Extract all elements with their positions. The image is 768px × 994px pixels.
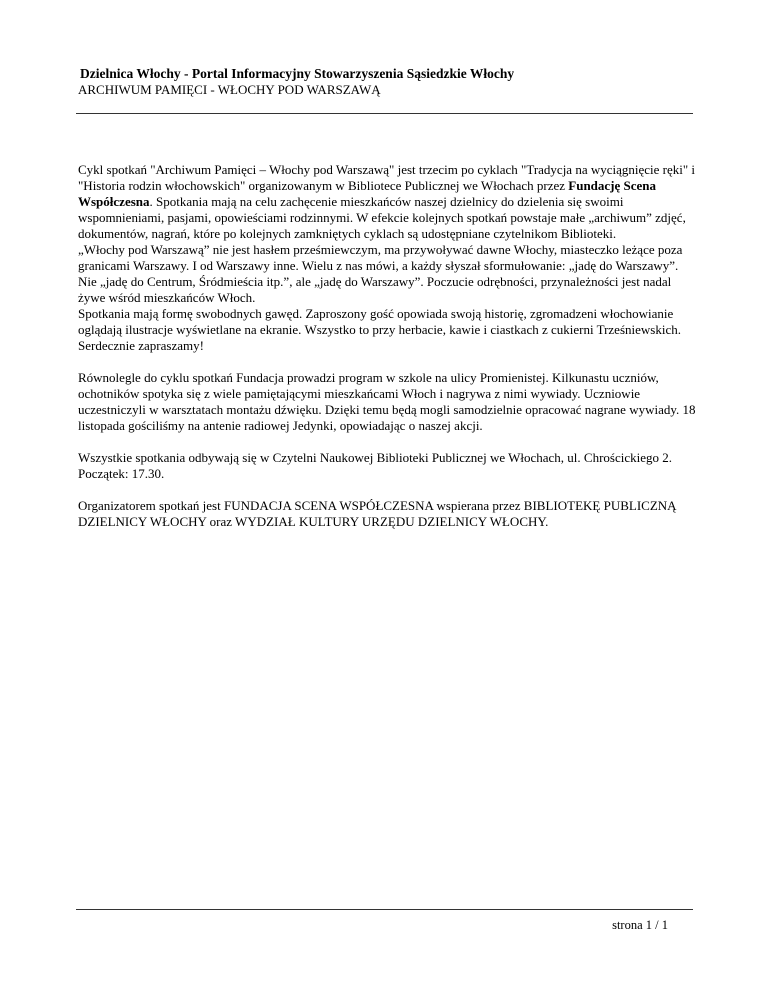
article-title: ARCHIWUM PAMIĘCI - WŁOCHY POD WARSZAWĄ: [78, 82, 381, 97]
paragraph-wlochy-pod-warszawa: „Włochy pod Warszawą” nie jest hasłem prześmiewczym, ma przywoływać dawne Włochy, miasteczko leżące poza granicami Warszawy. I od Warszawy inne. Wielu z nas mówi, a każdy słyszał sformułowanie: „jadę do Warszawy”. Nie „jadę do Centrum, Śródmieścia itp.”, ale „jadę do Warszawy”. Poczucie odrębności, przynależności jest nadal żywe wśród mieszkańców Włoch.: [78, 242, 683, 305]
paragraph-intro-text-a: Cykl spotkań "Archiwum Pamięci – Włochy pod Warszawą" jest trzecim po cyklach "Tradycja na wyciągnięcie ręki" i "Historia rodzin włochowskich" organizowanym w Bibliotece Publicznej we Włochach przez: [78, 162, 696, 193]
foundation-name-bold: Fundację Scena Współczesna: [78, 178, 657, 209]
paragraph-intro-text-b: . Spotkania mają na celu zachęcenie mieszkańców naszej dzielnicy do dzielenia się swoimi wspomnieniami, pasjami, opowieściami rodzinnymi. W efekcie kolejnych spotkań powstaje małe „archiwum” zdjęć, dokumentów, nagrań, które po kolejnych zamkniętych cyklach są udostępniane czytelnikom Biblioteki.: [78, 194, 686, 241]
site-title: Dzielnica Włochy - Portal Informacyjny Stowarzyszenia Sąsiedzkie Włochy: [80, 66, 515, 81]
paragraph-organizer: Organizatorem spotkań jest FUNDACJA SCENA WSPÓŁCZESNA wspierana przez BIBLIOTEKĘ PUBLICZNĄ DZIELNICY WŁOCHY oraz WYDZIAŁ KULTURY URZĘDU DZIELNICY WŁOCHY.: [78, 498, 677, 529]
paragraph-intro: [78, 162, 698, 242]
paragraph-location: Wszystkie spotkania odbywają się w Czytelni Naukowej Biblioteki Publicznej we Włochach, ul. Chrościckiego 2. Początek: 17.30.: [78, 450, 673, 481]
footer-divider: [76, 909, 693, 910]
paragraph-meeting-format: Spotkania mają formę swobodnych gawęd. Zaproszony gość opowiada swoją historię, zgromadzeni włochowianie oglądają ilustracje wyświetlane na ekranie. Wszystko to przy herbacie, kawie i ciastkach z cukierni Trześniewskich. Serdecznie zapraszamy!: [78, 306, 681, 353]
page-number: strona 1 / 1: [612, 918, 668, 932]
paragraph-school-program: Równolegle do cyklu spotkań Fundacja prowadzi program w szkole na ulicy Promienistej. Kilkunastu uczniów, ochotników spotyka się z wiele pamiętającymi mieszkańcami Włoch i nagrywa z nimi wywiady. Uczniowie uczestniczyli w warsztatach montażu dźwięku. Dzięki temu będą mogli samodzielnie opracować nagrane wywiady. 18 listopada gościliśmy na antenie radiowej Jedynki, opowiadając o naszej akcji.: [78, 370, 696, 433]
article-body: [78, 162, 698, 546]
header-divider: [76, 113, 693, 114]
document-header: [78, 66, 698, 98]
